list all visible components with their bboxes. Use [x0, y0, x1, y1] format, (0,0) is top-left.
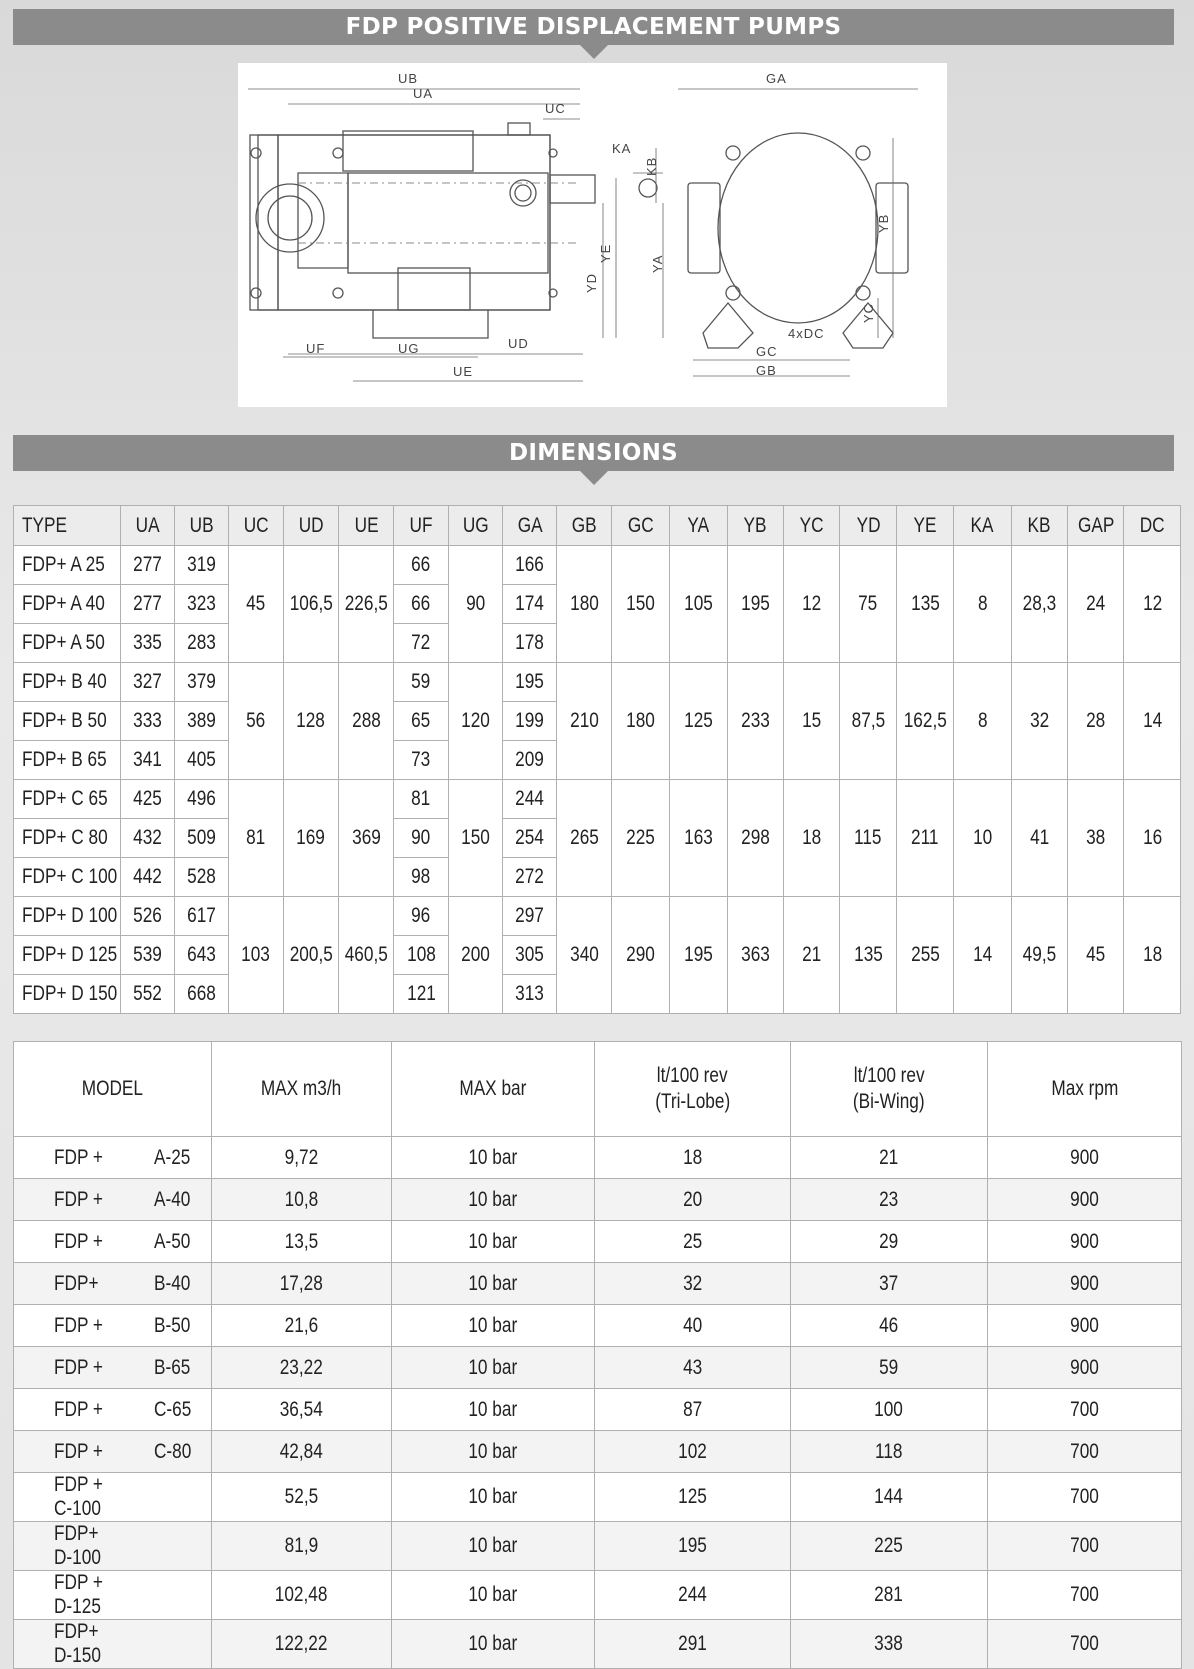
dim-cell-yb: 195 [727, 546, 783, 663]
perf-cell-rpm: 700 [988, 1473, 1182, 1522]
dim-header-ka: KA [954, 506, 1011, 546]
perf-cell-bi: 281 [791, 1571, 988, 1620]
dim-cell-gc: 290 [611, 897, 669, 1014]
perf-cell-model: FDP+D-150 [14, 1620, 212, 1669]
dim-cell-ua: 552 [120, 975, 174, 1014]
label-gb: GB [756, 363, 777, 378]
performance-row [14, 1347, 1182, 1389]
label-ua: UA [413, 86, 434, 101]
dim-cell-ga: 305 [503, 936, 557, 975]
dim-cell-gb: 265 [557, 780, 611, 897]
perf-cell-bi: 21 [791, 1137, 988, 1179]
dim-cell-ye: 211 [896, 780, 953, 897]
perf-cell-rpm: 700 [988, 1522, 1182, 1571]
performance-row [14, 1137, 1182, 1179]
perf-cell-tri: 40 [595, 1305, 791, 1347]
perf-cell-tri: 25 [595, 1221, 791, 1263]
label-yb: YB [876, 213, 891, 233]
dim-cell-ya: 105 [670, 546, 727, 663]
dimensions-title: DIMENSIONS [509, 440, 678, 466]
dim-header-dc: DC [1124, 506, 1181, 546]
perf-cell-tri: 195 [595, 1522, 791, 1571]
perf-cell-model: FDP+D-100 [14, 1522, 212, 1571]
dim-cell-ub: 323 [174, 585, 228, 624]
perf-cell-bar: 10 bar [392, 1431, 595, 1473]
label-uc: UC [545, 101, 566, 116]
performance-row [14, 1221, 1182, 1263]
label-ug: UG [398, 341, 420, 356]
performance-row [14, 1431, 1182, 1473]
dim-cell-ga: 254 [503, 819, 557, 858]
dim-cell-type: FDP+ D 125 [14, 936, 121, 975]
dim-cell-uf: 90 [394, 819, 448, 858]
perf-cell-bar: 10 bar [392, 1263, 595, 1305]
perf-cell-bar: 10 bar [392, 1137, 595, 1179]
performance-row [14, 1522, 1182, 1571]
dim-cell-dc: 14 [1124, 663, 1181, 780]
dim-cell-ub: 283 [174, 624, 228, 663]
perf-cell-rpm: 900 [988, 1137, 1182, 1179]
dim-cell-gb: 180 [557, 546, 611, 663]
perf-cell-rpm: 700 [988, 1620, 1182, 1669]
dim-cell-kb: 32 [1011, 663, 1067, 780]
dim-cell-uc: 56 [229, 663, 283, 780]
perf-cell-rpm: 900 [988, 1305, 1182, 1347]
dim-cell-uf: 66 [394, 585, 448, 624]
label-ya: YA [650, 254, 665, 273]
dim-cell-ug: 150 [448, 780, 502, 897]
dim-cell-ua: 526 [120, 897, 174, 936]
header-bi-wing: lt/100 rev (Bi-Wing) [791, 1042, 988, 1137]
dimensions-header-row [14, 506, 1181, 546]
label-ue: UE [453, 364, 474, 379]
dim-cell-dc: 16 [1124, 780, 1181, 897]
perf-cell-model: FDP + A-50 [14, 1221, 212, 1263]
dim-header-yb: YB [727, 506, 783, 546]
dimensions-row [14, 663, 1181, 702]
dim-cell-ka: 10 [954, 780, 1011, 897]
dim-cell-uf: 59 [394, 663, 448, 702]
dim-cell-ub: 668 [174, 975, 228, 1014]
dim-cell-uc: 103 [229, 897, 283, 1014]
dim-cell-ua: 333 [120, 702, 174, 741]
perf-cell-tri: 20 [595, 1179, 791, 1221]
dim-cell-uf: 98 [394, 858, 448, 897]
dim-cell-ua: 425 [120, 780, 174, 819]
header-max-flow: MAX m3/h [212, 1042, 392, 1137]
dim-cell-yc: 21 [784, 897, 840, 1014]
label-ye: YE [598, 243, 613, 263]
perf-cell-flow: 9,72 [212, 1137, 392, 1179]
dim-cell-uc: 45 [229, 546, 283, 663]
perf-cell-rpm: 900 [988, 1179, 1182, 1221]
title-banner [13, 9, 1174, 45]
perf-cell-rpm: 700 [988, 1389, 1182, 1431]
dim-header-uc: UC [229, 506, 283, 546]
header-model: MODEL [14, 1042, 212, 1137]
perf-cell-model: FDP + C-65 [14, 1389, 212, 1431]
dim-header-gb: GB [557, 506, 611, 546]
dim-cell-ue: 460,5 [339, 897, 394, 1014]
dim-cell-ua: 539 [120, 936, 174, 975]
dim-cell-ug: 120 [448, 663, 502, 780]
dimensions-row [14, 780, 1181, 819]
dim-cell-ka: 14 [954, 897, 1011, 1014]
header-max-rpm: Max rpm [988, 1042, 1182, 1137]
dim-cell-gap: 24 [1068, 546, 1124, 663]
dimensions-row [14, 897, 1181, 936]
perf-cell-bi: 100 [791, 1389, 988, 1431]
dim-cell-uf: 121 [394, 975, 448, 1014]
perf-cell-rpm: 700 [988, 1431, 1182, 1473]
dim-cell-ye: 135 [896, 546, 953, 663]
dim-cell-type: FDP+ A 50 [14, 624, 121, 663]
dim-header-ua: UA [120, 506, 174, 546]
dim-cell-ua: 442 [120, 858, 174, 897]
perf-cell-flow: 52,5 [212, 1473, 392, 1522]
dim-cell-kb: 28,3 [1011, 546, 1067, 663]
label-ka: KA [612, 141, 632, 156]
dim-cell-type: FDP+ D 100 [14, 897, 121, 936]
dim-cell-ka: 8 [954, 546, 1011, 663]
dim-cell-kb: 49,5 [1011, 897, 1067, 1014]
perf-cell-tri: 43 [595, 1347, 791, 1389]
label-ud: UD [508, 336, 529, 351]
dim-cell-ua: 277 [120, 546, 174, 585]
perf-cell-model: FDP+ B-40 [14, 1263, 212, 1305]
dim-cell-ga: 178 [503, 624, 557, 663]
dimensions-table [13, 505, 1181, 1014]
pump-technical-drawing [238, 63, 947, 407]
dim-cell-ub: 496 [174, 780, 228, 819]
dim-cell-yc: 15 [784, 663, 840, 780]
dim-cell-ue: 288 [339, 663, 394, 780]
dim-cell-gc: 180 [611, 663, 669, 780]
dim-cell-yb: 363 [727, 897, 783, 1014]
dim-header-gc: GC [611, 506, 669, 546]
header-max-bar: MAX bar [392, 1042, 595, 1137]
performance-row [14, 1305, 1182, 1347]
perf-cell-model: FDP +D-125 [14, 1571, 212, 1620]
dim-header-ug: UG [448, 506, 502, 546]
dim-header-uf: UF [394, 506, 448, 546]
dim-cell-uf: 96 [394, 897, 448, 936]
dim-cell-yb: 298 [727, 780, 783, 897]
performance-row [14, 1389, 1182, 1431]
dim-cell-type: FDP+ B 65 [14, 741, 121, 780]
dim-cell-type: FDP+ C 65 [14, 780, 121, 819]
dim-header-ub: UB [174, 506, 228, 546]
perf-cell-bar: 10 bar [392, 1389, 595, 1431]
dim-cell-ua: 327 [120, 663, 174, 702]
dim-cell-ga: 195 [503, 663, 557, 702]
dim-header-ye: YE [896, 506, 953, 546]
label-kb: KB [644, 156, 659, 176]
dim-cell-ya: 195 [670, 897, 727, 1014]
perf-cell-bar: 10 bar [392, 1473, 595, 1522]
perf-cell-rpm: 900 [988, 1263, 1182, 1305]
dim-cell-gc: 225 [611, 780, 669, 897]
label-yd: YD [584, 272, 599, 293]
perf-cell-bar: 10 bar [392, 1179, 595, 1221]
performance-row [14, 1473, 1182, 1522]
perf-cell-flow: 81,9 [212, 1522, 392, 1571]
dim-cell-ub: 528 [174, 858, 228, 897]
dim-header-gap: GAP [1068, 506, 1124, 546]
dim-cell-uf: 65 [394, 702, 448, 741]
dim-cell-yd: 135 [840, 897, 896, 1014]
perf-cell-bi: 23 [791, 1179, 988, 1221]
perf-cell-bar: 10 bar [392, 1571, 595, 1620]
dim-cell-ug: 90 [448, 546, 502, 663]
dim-cell-gc: 150 [611, 546, 669, 663]
perf-cell-flow: 21,6 [212, 1305, 392, 1347]
dim-cell-ub: 389 [174, 702, 228, 741]
dimensions-row [14, 546, 1181, 585]
dim-cell-dc: 12 [1124, 546, 1181, 663]
dim-cell-yc: 12 [784, 546, 840, 663]
drawing-dimension-labels [306, 71, 891, 379]
dim-cell-type: FDP+ C 100 [14, 858, 121, 897]
perf-cell-bi: 59 [791, 1347, 988, 1389]
dim-cell-ue: 369 [339, 780, 394, 897]
perf-cell-model: FDP + B-65 [14, 1347, 212, 1389]
perf-cell-model: FDP + C-80 [14, 1431, 212, 1473]
dim-cell-uf: 66 [394, 546, 448, 585]
label-gc: GC [756, 344, 778, 359]
title-text: FDP POSITIVE DISPLACEMENT PUMPS [345, 14, 842, 40]
label-uf: UF [306, 341, 326, 356]
perf-cell-bi: 338 [791, 1620, 988, 1669]
perf-cell-rpm: 900 [988, 1347, 1182, 1389]
perf-cell-flow: 13,5 [212, 1221, 392, 1263]
dim-cell-ga: 199 [503, 702, 557, 741]
perf-cell-bi: 37 [791, 1263, 988, 1305]
header-tri-lobe: lt/100 rev (Tri-Lobe) [595, 1042, 791, 1137]
dim-header-yc: YC [784, 506, 840, 546]
perf-cell-tri: 32 [595, 1263, 791, 1305]
dim-cell-gap: 38 [1068, 780, 1124, 897]
dim-cell-type: FDP+ B 40 [14, 663, 121, 702]
dim-cell-uf: 81 [394, 780, 448, 819]
perf-cell-tri: 291 [595, 1620, 791, 1669]
dim-header-ga: GA [503, 506, 557, 546]
perf-cell-bi: 225 [791, 1522, 988, 1571]
perf-cell-model: FDP + A-25 [14, 1137, 212, 1179]
dim-cell-ya: 125 [670, 663, 727, 780]
dim-cell-ue: 226,5 [339, 546, 394, 663]
performance-header-row [14, 1042, 1182, 1137]
dimensions-banner [13, 435, 1174, 471]
dim-header-ya: YA [670, 506, 727, 546]
perf-cell-tri: 125 [595, 1473, 791, 1522]
dim-header-yd: YD [840, 506, 896, 546]
perf-cell-model: FDP + B-50 [14, 1305, 212, 1347]
dim-cell-ye: 255 [896, 897, 953, 1014]
dim-cell-uc: 81 [229, 780, 283, 897]
dim-cell-uf: 73 [394, 741, 448, 780]
dim-cell-ua: 341 [120, 741, 174, 780]
perf-cell-rpm: 700 [988, 1571, 1182, 1620]
dim-cell-ud: 169 [283, 780, 338, 897]
label-yc: YC [861, 302, 876, 323]
dim-cell-gb: 210 [557, 663, 611, 780]
perf-cell-flow: 23,22 [212, 1347, 392, 1389]
dim-cell-type: FDP+ B 50 [14, 702, 121, 741]
perf-cell-bar: 10 bar [392, 1305, 595, 1347]
dim-cell-gap: 28 [1068, 663, 1124, 780]
dim-cell-dc: 18 [1124, 897, 1181, 1014]
perf-cell-flow: 102,48 [212, 1571, 392, 1620]
dim-cell-ud: 106,5 [283, 546, 338, 663]
dim-cell-ub: 617 [174, 897, 228, 936]
label-ub: UB [398, 71, 419, 86]
dim-cell-yd: 115 [840, 780, 896, 897]
perf-cell-bi: 118 [791, 1431, 988, 1473]
performance-row [14, 1179, 1182, 1221]
dim-cell-ud: 128 [283, 663, 338, 780]
perf-cell-flow: 42,84 [212, 1431, 392, 1473]
dim-cell-ga: 166 [503, 546, 557, 585]
dim-cell-ga: 209 [503, 741, 557, 780]
perf-cell-bi: 29 [791, 1221, 988, 1263]
dim-header-ue: UE [339, 506, 394, 546]
dim-cell-type: FDP+ A 25 [14, 546, 121, 585]
perf-cell-tri: 18 [595, 1137, 791, 1179]
perf-cell-tri: 87 [595, 1389, 791, 1431]
dim-cell-gb: 340 [557, 897, 611, 1014]
dim-cell-ga: 272 [503, 858, 557, 897]
dim-cell-ub: 643 [174, 936, 228, 975]
dim-cell-ub: 379 [174, 663, 228, 702]
perf-cell-rpm: 900 [988, 1221, 1182, 1263]
label-ga: GA [766, 71, 787, 86]
performance-row [14, 1620, 1182, 1669]
dim-cell-yc: 18 [784, 780, 840, 897]
dim-cell-yd: 75 [840, 546, 896, 663]
dim-cell-ga: 174 [503, 585, 557, 624]
perf-cell-bi: 46 [791, 1305, 988, 1347]
perf-cell-flow: 17,28 [212, 1263, 392, 1305]
dim-cell-ga: 297 [503, 897, 557, 936]
dim-cell-ub: 509 [174, 819, 228, 858]
performance-table [13, 1041, 1182, 1669]
dim-cell-ua: 432 [120, 819, 174, 858]
perf-cell-tri: 102 [595, 1431, 791, 1473]
dim-cell-ug: 200 [448, 897, 502, 1014]
dim-cell-type: FDP+ A 40 [14, 585, 121, 624]
perf-cell-tri: 244 [595, 1571, 791, 1620]
perf-cell-bar: 10 bar [392, 1221, 595, 1263]
performance-row [14, 1571, 1182, 1620]
dim-cell-ub: 405 [174, 741, 228, 780]
dim-header-ud: UD [283, 506, 338, 546]
perf-cell-bar: 10 bar [392, 1522, 595, 1571]
dim-cell-ye: 162,5 [896, 663, 953, 780]
drawing-svg [238, 63, 947, 407]
perf-cell-bar: 10 bar [392, 1620, 595, 1669]
dim-cell-uf: 108 [394, 936, 448, 975]
perf-cell-bi: 144 [791, 1473, 988, 1522]
dim-cell-kb: 41 [1011, 780, 1067, 897]
perf-cell-model: FDP + A-40 [14, 1179, 212, 1221]
dim-cell-ua: 335 [120, 624, 174, 663]
perf-cell-flow: 10,8 [212, 1179, 392, 1221]
perf-cell-bar: 10 bar [392, 1347, 595, 1389]
dim-cell-uf: 72 [394, 624, 448, 663]
performance-row [14, 1263, 1182, 1305]
dim-cell-yd: 87,5 [840, 663, 896, 780]
dim-cell-ya: 163 [670, 780, 727, 897]
dim-cell-type: FDP+ C 80 [14, 819, 121, 858]
dim-cell-ga: 313 [503, 975, 557, 1014]
dim-cell-ka: 8 [954, 663, 1011, 780]
dim-cell-ud: 200,5 [283, 897, 338, 1014]
dim-cell-ga: 244 [503, 780, 557, 819]
perf-cell-model: FDP +C-100 [14, 1473, 212, 1522]
dim-header-kb: KB [1011, 506, 1067, 546]
perf-cell-flow: 36,54 [212, 1389, 392, 1431]
dim-cell-yb: 233 [727, 663, 783, 780]
dim-cell-ua: 277 [120, 585, 174, 624]
dim-cell-ub: 319 [174, 546, 228, 585]
dim-header-type: TYPE [14, 506, 121, 546]
label-dc: 4xDC [788, 326, 825, 341]
dim-cell-gap: 45 [1068, 897, 1124, 1014]
dim-cell-type: FDP+ D 150 [14, 975, 121, 1014]
perf-cell-flow: 122,22 [212, 1620, 392, 1669]
